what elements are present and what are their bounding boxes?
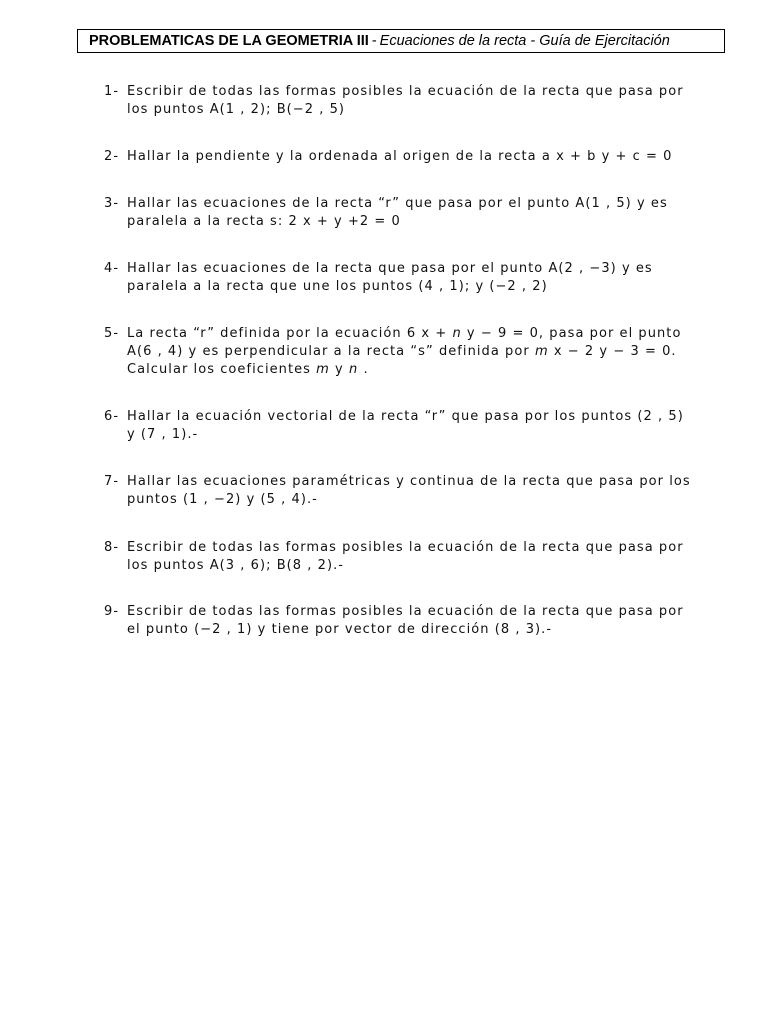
exercise-text <box>127 325 714 379</box>
text-segment: Calcular los coeficientes <box>127 362 317 377</box>
text-segment: x − 2 y − 3 = 0. <box>548 344 677 359</box>
exercise-line: Escribir de todas las formas posibles la ecuación de la recta que pasa por <box>127 540 684 555</box>
coefficient-m: m <box>534 344 549 359</box>
exercise-text <box>127 539 714 575</box>
exercise-number: 8- <box>104 540 120 555</box>
exercise-line: Hallar la pendiente y la ordenada al origen de la recta a x + b y + c = 0 <box>127 149 673 164</box>
exercise-text <box>127 603 714 639</box>
document-title: PROBLEMATICAS DE LA GEOMETRIA III <box>89 32 369 49</box>
coefficient-n: n <box>348 362 359 377</box>
exercise-item-8 <box>104 539 714 575</box>
coefficient-m: m <box>316 362 330 377</box>
document-subtitle: Ecuaciones de la recta - Guía de Ejercitación <box>379 32 670 49</box>
exercise-number: 9- <box>104 604 120 619</box>
text-segment: y − 9 = 0, pasa por el punto <box>461 326 682 341</box>
exercise-line: puntos (1 , −2) y (5 , 4).- <box>127 492 318 507</box>
exercise-line: Hallar las ecuaciones de la recta “r” que pasa por el punto A(1 , 5) y es <box>127 196 668 211</box>
text-segment: y <box>329 362 349 377</box>
exercise-text <box>127 83 714 119</box>
exercise-text <box>127 260 714 296</box>
exercise-item-5 <box>104 325 714 379</box>
exercise-line <box>127 343 714 361</box>
exercise-number: 4- <box>104 261 120 276</box>
exercise-item-2 <box>104 148 714 166</box>
exercise-item-3 <box>104 195 714 231</box>
exercise-line <box>127 361 714 379</box>
exercise-line: Hallar las ecuaciones paramétricas y continua de la recta que pasa por los <box>127 474 691 489</box>
exercise-item-1 <box>104 83 714 119</box>
exercise-text <box>127 473 714 509</box>
coefficient-n: n <box>452 326 462 341</box>
exercise-number: 3- <box>104 196 120 211</box>
exercise-text <box>127 408 714 444</box>
exercise-line: Hallar la ecuación vectorial de la recta “r” que pasa por los puntos (2 , 5) <box>127 409 684 424</box>
exercise-number: 5- <box>104 326 120 341</box>
exercise-line: y (7 , 1).- <box>127 427 199 442</box>
exercise-line: paralela a la recta s: 2 x + y +2 = 0 <box>127 214 401 229</box>
exercise-line: Escribir de todas las formas posibles la ecuación de la recta que pasa por <box>127 604 684 619</box>
exercise-line: los puntos A(1 , 2); B(−2 , 5) <box>127 102 346 117</box>
title-separator: - <box>371 32 377 49</box>
text-segment: . <box>358 362 369 377</box>
exercise-item-7 <box>104 473 714 509</box>
exercise-number: 2- <box>104 149 120 164</box>
text-segment: La recta “r” definida por la ecuación 6 x + <box>127 326 453 341</box>
exercise-number: 7- <box>104 474 120 489</box>
exercise-line: el punto (−2 , 1) y tiene por vector de dirección (8 , 3).- <box>127 622 553 637</box>
exercise-item-9 <box>104 603 714 639</box>
exercise-line: los puntos A(3 , 6); B(8 , 2).- <box>127 558 345 573</box>
exercise-text <box>127 195 714 231</box>
document-header <box>77 29 725 53</box>
exercise-line: Escribir de todas las formas posibles la ecuación de la recta que pasa por <box>127 84 684 99</box>
exercise-text <box>127 148 714 166</box>
exercise-line <box>127 325 714 343</box>
exercise-line: paralela a la recta que une los puntos (4 , 1); y (−2 , 2) <box>127 279 548 294</box>
exercise-line: Hallar las ecuaciones de la recta que pasa por el punto A(2 , −3) y es <box>127 261 653 276</box>
exercise-item-6 <box>104 408 714 444</box>
exercise-number: 1- <box>104 84 120 99</box>
text-segment: A(6 , 4) y es perpendicular a la recta “s” definida por <box>127 344 535 359</box>
exercise-number: 6- <box>104 409 120 424</box>
exercise-item-4 <box>104 260 714 296</box>
